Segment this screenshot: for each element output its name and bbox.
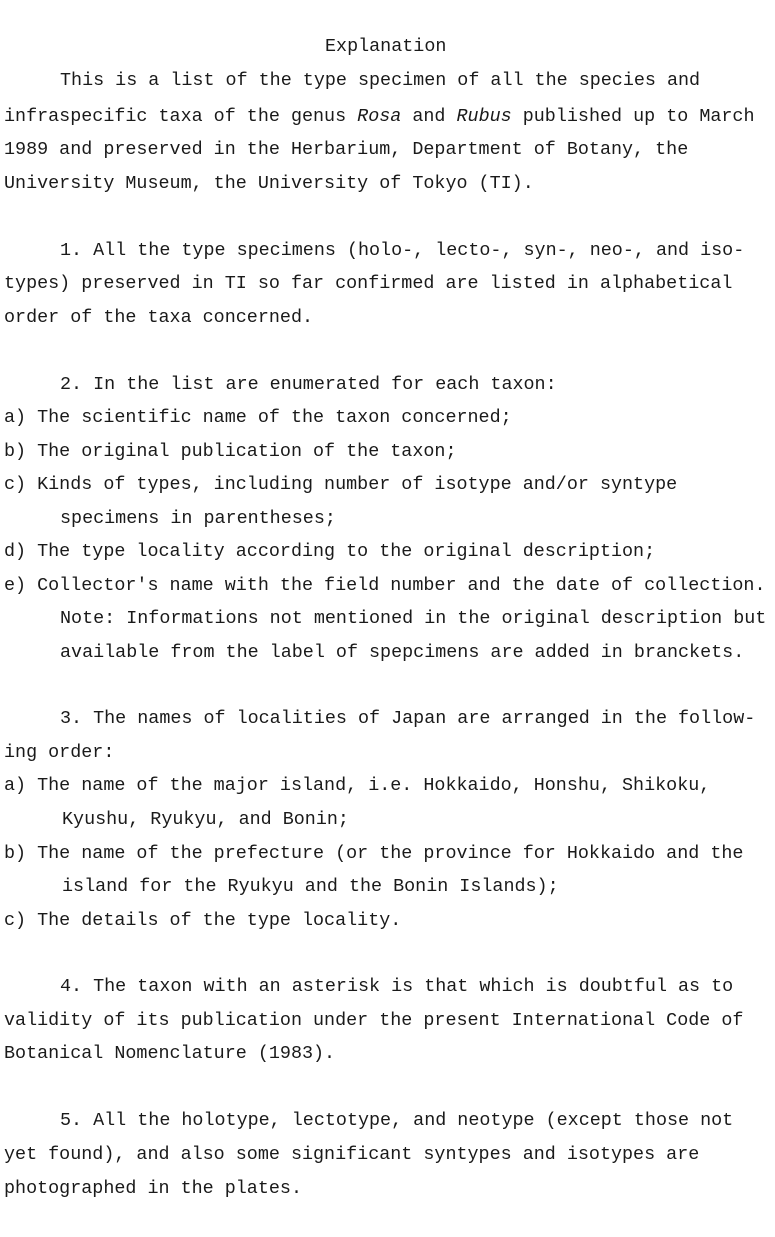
section-4-line-3: Botanical Nomenclature (1983). — [4, 1043, 336, 1064]
intro-line-2-post: published up to March — [511, 106, 755, 127]
section-3-item-c: c) The details of the type locality. — [4, 910, 402, 931]
section-2-item-a: a) The scientific name of the taxon concerned; — [4, 407, 512, 428]
section-2-item-c-line-2: specimens in parentheses; — [60, 508, 336, 529]
intro-line-2 — [4, 106, 755, 130]
section-5-line-1: 5. All the holotype, lectotype, and neotype (except those not — [60, 1110, 734, 1131]
section-3-item-a-line-2: Kyushu, Ryukyu, and Bonin; — [62, 809, 349, 830]
section-3-item-b-line-1: b) The name of the prefecture (or the province for Hokkaido and the — [4, 843, 744, 864]
section-2-note-line-2: available from the label of spepcimens are added in branckets. — [60, 642, 745, 663]
section-1-line-2: types) preserved in TI so far confirmed are listed in alphabetical — [4, 273, 733, 294]
intro-line-2-mid: and — [401, 106, 457, 127]
section-1-line-1: 1. All the type specimens (holo-, lecto-, syn-, neo-, and iso- — [60, 240, 745, 261]
section-1-line-3: order of the taxa concerned. — [4, 307, 314, 328]
section-2-item-d: d) The type locality according to the original description; — [4, 541, 656, 562]
intro-line-1: This is a list of the type specimen of all the species and — [60, 70, 701, 91]
section-3-item-b-line-2: island for the Ryukyu and the Bonin Islands); — [62, 876, 559, 897]
intro-line-4: University Museum, the University of Tokyo (TI). — [4, 173, 534, 194]
page-title: Explanation — [325, 36, 447, 57]
section-3-heading-line-1: 3. The names of localities of Japan are arranged in the follow- — [60, 708, 756, 729]
genus-rosa: Rosa — [357, 106, 402, 127]
section-3-heading-line-2: ing order: — [4, 742, 115, 763]
section-3-item-a-line-1: a) The name of the major island, i.e. Hokkaido, Honshu, Shikoku, — [4, 775, 711, 796]
section-2-heading: 2. In the list are enumerated for each taxon: — [60, 374, 557, 395]
section-2-note-line-1: Note: Informations not mentioned in the original description but — [60, 608, 767, 629]
intro-line-3: 1989 and preserved in the Herbarium, Department of Botany, the — [4, 139, 689, 160]
section-5-line-3: photographed in the plates. — [4, 1178, 302, 1199]
genus-rubus: Rubus — [456, 106, 512, 127]
section-5-line-2: yet found), and also some significant syntypes and isotypes are — [4, 1144, 700, 1165]
section-4-line-2: validity of its publication under the present International Code of — [4, 1010, 744, 1031]
section-2-item-b: b) The original publication of the taxon; — [4, 441, 457, 462]
section-4-line-1: 4. The taxon with an asterisk is that which is doubtful as to — [60, 976, 734, 997]
section-2-item-c-line-1: c) Kinds of types, including number of isotype and/or syntype — [4, 474, 678, 495]
section-2-item-e: e) Collector's name with the field number and the date of collection. — [4, 575, 766, 596]
intro-line-2-pre: infraspecific taxa of the genus — [4, 106, 358, 127]
